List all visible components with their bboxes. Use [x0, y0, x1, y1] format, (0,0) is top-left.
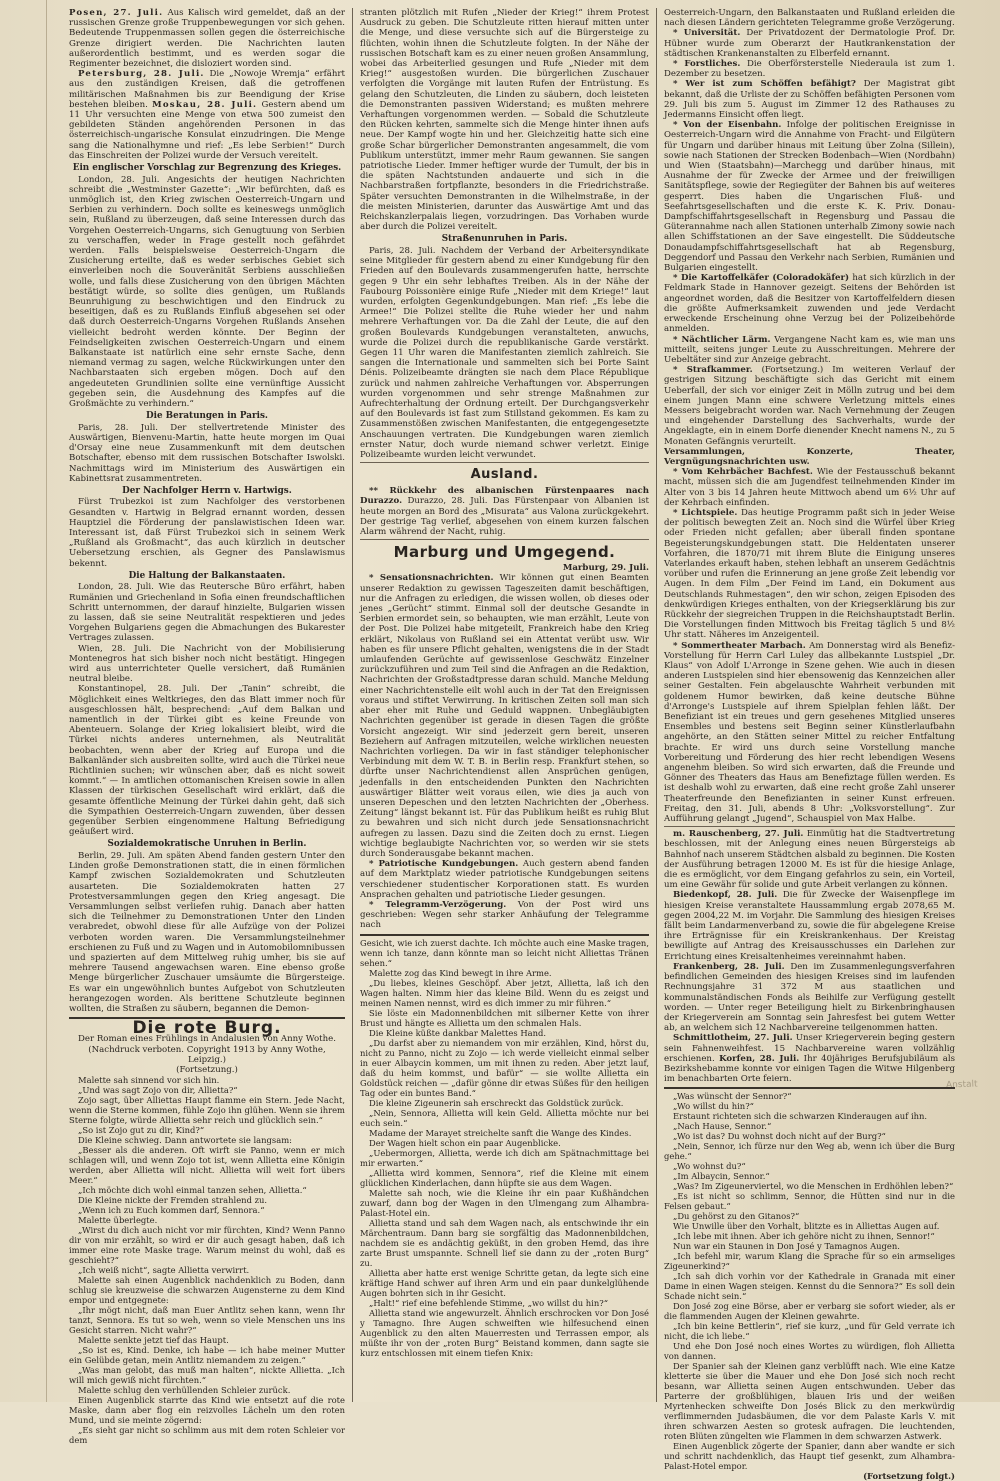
headline-lichtspiele: * Lichtspiele.	[673, 507, 738, 518]
feuilleton-paragraph: Erstaunt richteten sich die schwarzen Kinderaugen auf ihn.	[673, 1111, 928, 1122]
feuilleton-paragraph: „Ich lebe mit ihnen. Aber ich gehöre nicht zu ihnen, Sennor!“	[673, 1231, 935, 1242]
feuilleton-paragraph: „Besser als die anderen. Oft wirft sie Panno, wenn er mich schlagen will, und wenn Zojo tot ist, wenn Allietta eine Königin werden, aber Allietta will nicht. Allietta will weit fort übers Meer.“	[69, 1145, 345, 1186]
feuilleton-paragraph: Malette sah sinnend vor sich hin.	[78, 1075, 220, 1086]
feuilleton-paragraph: Einen Augenblick starrte das Kind wie entsetzt auf die rote Maske, dann aber flog ein reizvolles Lächeln um den roten Mund, und sie meinte zögernd:	[69, 1395, 345, 1426]
text-petersburg: Die „Nowoje Wremja“ erfährt aus den zuständigen Kreisen, daß die getroffenen militärischen Maßnahmen bis zur Beendigung der Krise bestehen bleiben.	[69, 69, 345, 110]
feuilleton-paragraph: Malette sah einen Augenblick nachdenklich zu Boden, dann schlug sie kreuzweise die schwarzen Augensterne zu dem Kind empor und entgegnete:	[69, 1275, 345, 1306]
feuilleton-paragraph: „Was wünscht der Sennor?“	[673, 1091, 792, 1102]
section-rule	[664, 826, 955, 827]
text-universitaet: Der Privatdozent der Dermatologie Prof. Dr. Hübner wurde zum Oberarzt der Hautkrankenstation der städtischen Krankenanstalten zu Elberfeld ernannt.	[664, 28, 955, 59]
dateline-moskau: Moskau, 28. Juli.	[152, 99, 258, 110]
headline-strafkammer: * Strafkammer.	[673, 365, 753, 376]
article-sensation	[360, 573, 649, 859]
article-laerm	[664, 335, 955, 366]
feuilleton-paragraph: Einen Augenblick zögerte der Spanier, dann aber wandte er sich und schritt nachdenklich, das Haupt tief gesenkt, zum Alhambra-Palast-Hotel empor.	[664, 1441, 955, 1472]
headline-telegramm: * Telegramm-Verzögerung.	[369, 899, 507, 910]
text-balkan-konstantinopel: Konstantinopel, 28. Juli. Der „Tanin“ schreibt, die Möglichkeit eines Weltkrieges, den das Blatt immer noch für ausgeschlossen hält, besprechend: „Auf dem Balkan und namentlich in der Türkei gibt es keine Freunde von Abenteuern. Solange der Krieg lokalisiert bleibt, wird die Türkei nichts anderes unternehmen, als Neutralität beobachten, wenn aber der Krieg auf Europa und die Balkanländer sich ausbreiten sollte, wird auch die Türkei neue Richtlinien suchen; wir wünschen aber, daß es nicht soweit kommt.“ — In amtlichen ottomanischen Kreisen sowie in allen Klassen der türkischen Gesellschaft wird erklärt, daß die gesamte öffentliche Meinung der Türkei dahin geht, daß sich die Sympathien Oesterreich-Ungarn zuwenden, über dessen gegenüber Serbien eingenommene Haltung Befriedigung geäußert wird.	[69, 684, 345, 838]
feuilleton-paragraph: „Wirst du dich auch nicht vor mir fürchten, Kind? Wenn Panno dir von mir erzählt, so wird er dir auch gesagt haben, daß ich immer eine rote Maske trage. Warum meinst du wohl, daß es geschieht?“	[69, 1225, 345, 1266]
article-frankenberg	[664, 962, 955, 1033]
feuilleton-paragraph: „Es sieht gar nicht so schlimm aus mit dem roten Schleier vor dem	[69, 1425, 345, 1446]
text-posen: Aus Kalisch wird gemeldet, daß an der russischen Grenze große Truppenbewegungen vor sich gehen. Bedeutende Truppenmassen sollen gegen die österreichische Grenze dirigiert werden. Die Nachrichten lauten außerordentlich bestimmt, und es werden sogar die Regimenter bezeichnet, die disloziert worden sind.	[69, 8, 345, 70]
headline-patriot: * Patriotische Kundgebungen.	[369, 859, 519, 870]
article-telegramm	[360, 900, 649, 931]
text-kartoffel: hat sich kürzlich in der Feldmark Stade in Hannover gezeigt. Seitens der Behörden ist angeordnet worden, daß die Besitzer von Kartoffelfeldern diesen die größte Aufmerksamkeit zuwenden und jede Verdacht erweckende Erscheinung ohne Verzug bei der Polizeibehörde anmelden.	[664, 273, 956, 335]
feuilleton-paragraph: „Wenn ich zu Euch kommen darf, Sennora.“	[78, 1205, 265, 1216]
feuilleton-paragraph: Der Spanier sah der Kleinen ganz verblüfft nach. Wie eine Katze kletterte sie über die Mauer und ehe Don José sich noch recht besann, war Allietta seinen Augen entschwunden. Ueber das Parterre der großblühigen, blauen Iris und der weißen Myrtenhecken schweifte Don Josés Blick zu den merkwürdig verflimmernden Judasbäumen, die vor dem Palaste Karls V. mit ihren schwarzen Aesten so grotesk aufragen. Die leuchtenden, roten Blüten züngelten wie Flammen in dem schwarzen Astwerk.	[664, 1361, 955, 1442]
feuilleton-paragraph: Die Kleine küßte dankbar Malettes Hand.	[369, 1027, 547, 1038]
dateline-marburg: Marburg, 29. Juli.	[562, 563, 649, 574]
feuilleton-paragraph: Sie löste ein Madonnenbildchen mit silberner Kette von ihrer Brust und hängte es Allietta um den schmalen Hals.	[360, 1007, 649, 1028]
column-2	[352, 8, 656, 1402]
column-layout	[62, 8, 986, 1481]
feuilleton-paragraph: „Du liebes, kleines Geschöpf. Aber jetzt, Allietta, laß ich den Wagen halten. Nimm hier das kleine Bild. Wenn du es zeigst und meinen Namen nennst, wird es dich immer zu mir führen.“	[360, 977, 649, 1008]
column-3	[656, 8, 962, 1481]
text-korfen: Ihr 40jähriges Berufsjubiläum als Bezirkshebamme konnte vor einigen Tagen die Witwe Hilgenberg im benachbarten Orte feiern.	[664, 1053, 956, 1085]
text-frankenberg: Den im Zusammenlegungsverfahren befindlichen Gemeinden des hiesigen Kreises sind im laufenden Rechnungsjahre 31 372 M aus staatlichen und kommunalständischen Fonds als Beihilfe zur Verfügung gestellt worden. — Unter reger Beteiligung hielt zu Birkenbringhausen der Kriegerverein am Sonntag sein Jahresfest bei gutem Wetter ab, an welchem sich 12 Nachbarvereine teilgenommen hatten.	[664, 961, 955, 1034]
feuilleton-paragraph: „Ich sah dich vorhin vor der Kathedrale in Granada mit einer Dame in einen Wagen steigen. Kennst du die Sennora?“ Es soll dein Schade nicht sein.“	[664, 1271, 955, 1302]
feuilleton-paragraph: „Halt!“ rief eine befehlende Stimme, „wo willst du hin?“	[369, 1297, 609, 1308]
headline-paris-beratungen: Die Beratungen in Paris.	[146, 411, 268, 422]
feuilleton-paragraph: Zojo sagt, über Alliettas Haupt flamme ein Stern. Jede Nacht, wenn die Sterne kommen, fühle Zojo ihn glühen. Wenn sie ihrem Sterne folgte, würde Allietta sehr reich und glücklich sein.“	[69, 1095, 345, 1126]
headline-laerm: * Nächtlicher Lärm.	[673, 334, 771, 345]
article-patriot	[360, 859, 649, 900]
dateline-posen: Posen, 27. Juli.	[69, 8, 164, 18]
feuilleton-paragraph: „Du darfst aber zu niemandem von mir erzählen, Kind, hörst du, nicht zu Panno, nicht zu Zojo — ich werde vielleicht einmal selber in euer Albaycin kommen, um mit ihnen zu reden. Aber jetzt lauf, daß du heim kommst, und bafür“ — sie wollte Allietta ein Goldstück reichen — „dafür gönne dir etwas Süßes für den heiligen Tag oder ein buntes Band.“	[360, 1037, 649, 1098]
text-kehrbach: Wie der Festausschuß bekannt macht, müssen sich die am Jugendfest teilnehmenden Kinder im Alter von 3 bis 14 Jahren heute Mittwoch abend um 6½ Uhr auf der Kehrbach einfinden.	[664, 467, 956, 508]
article-rauschenberg	[664, 829, 955, 890]
article-kehrbach	[664, 467, 955, 508]
article-lichtspiele	[664, 508, 955, 641]
article-schmittlotheim	[664, 1033, 955, 1084]
feuilleton-paragraph: Gesicht, wie ich zuerst dachte. Ich möchte auch eine Maske tragen, wenn ich tanze, dann könnte man so leicht nicht Alliettas Tränen sehen.“	[360, 937, 649, 968]
article-schoeffen	[664, 79, 955, 120]
text-sommertheater: Am Donnerstag wird als Benefiz-Vorstellung für Herrn Carl Luley das allbekannte Lustspiel „Dr. Klaus“ von Adolf L'Arronge in Szene gehen. Wie auch in diesen anderen Lustspielen sind hier ebensowenig das Kennzeichen aller seiner Gestalten. Fein abgelauschte Wahrheit verbunden mit goldenem Humor bewirken, daß keine deutsche Bühne d'Arronge's Lustspiele auf ihrem Spielplan fehlen läßt. Der Benefiziant ist ein treues und gern gesehenes Mitglied unseres Ensembles und bestens seit Beginn seiner Künstlerlaufbahn angehörte, an den Stätten seiner Mittel zu reicher Entfaltung brachte. Er wird uns durch seine Vorstellung manche Vorbereitung und Förderung des hier recht lebendigen Wesens angenehm bleiben. So wird sich erwarten, daß die Freunde und Gönner des Theaters das Haus am Benefiztage füllen werden. Es ist deshalb wohl zu erwarten, daß eine recht große Zahl unserer Theaterfreunde den Benefizianten in seiner Kunst erfreuen. Freitag, den 31. Juli, abends 8 Uhr: „Volksvorstellung“. Zur Aufführung gelangt „Jugend“, Schauspiel von Max Halbe.	[664, 640, 955, 825]
feuilleton-paragraph: Madame der Marayet streichelte sanft die Wange des Kindes.	[369, 1127, 632, 1138]
headline-hartwig: Der Nachfolger Herrn v. Hartwigs.	[122, 485, 292, 496]
feuilleton-paragraph: „So ist es, Kind. Denke, ich habe — ich habe meiner Mutter ein Gelübde getan, mein Antlitz niemandem zu zeigen.“	[69, 1345, 345, 1366]
text-balkan-london: London, 28. Juli. Wie das Reutersche Büro erfährt, haben Rumänien und Griechenland in Sofia einen freundschaftlichen Schritt unternommen, der darauf hinzielte, Bulgarien wissen zu lassen, daß sie seine Neutralität respektieren und jedes Vorgehen Bulgariens gegen die Abmachungen des Bukarester Vertrages zulassen.	[69, 582, 345, 644]
text-sensation: Wir können gut einen Beamten unserer Redaktion zu gewissen Tageszeiten damit beschäftigen, nur die Anfragen zu erledigen, die wissen wollen, ob dieses oder jenes „Gerücht“ stimmt. Einmal soll der deutsche Gesandte in Serbien ermordet sein, so behaupten, wie man erzählt, Leute von der Post. Die Polizei habe mitgeteilt, Frankreich habe den Krieg erklärt, Nikolaus von Rußland sei ein Attentat verübt usw. Wir haben es für unsere Pflicht gehalten, wenigstens die in der Stadt umlaufenden Gerüchte auf gewissenlose Geschwätz Einzelner zurückzuführen und zum Teil sind die Anfragen an die Redaktion, Nachrichten der Großstadtpresse daran schuld. Manche Meldung einer Nachrichtenstelle eilt wohl auch in der Tat den Ereignissen voraus und stiftet Verwirrung. In kritischen Zeiten soll man sich aber eher mit Ruhe und Geduld wappnen. Unbegläubigten Nachrichten gegenüber ist gerade in diesen Tagen die größte Vorsicht angezeigt. Wir sind jederzeit gern bereit, unseren Beziehern auf Anfragen mitzuteilen, welche wirklichen neuesten Nachrichten vorliegen. Da wir in fast ständiger telephonischer Verbindung mit dem W. T. B. in Berlin resp. Frankfurt stehen, so dürfte unser Nachrichtendienst allen Ansprüchen genügen, jedenfalls in den entscheidenden Punkten den Nachrichten auswärtiger Blätter weit voraus eilen, wie dies ja auch von unseren Depeschen und den letzten Nachrichten der „Oberhess. Zeitung“ längst bekannt ist. Für das Publikum heißt es ruhig Blut zu bewahren und sich nicht durch jede Sensationsnachricht aufregen zu lassen. Dazu sind die Zeiten doch zu ernst. Liegen wichtige beglaubigte Nachrichten vor, so werden wir sie stets durch Sonderausgabe bekannt machen.	[360, 573, 650, 859]
column-1	[62, 8, 352, 1446]
article-eisenbahn	[664, 120, 955, 273]
feuilleton-paragraph: „Ihr mögt nicht, daß man Euer Antlitz sehen kann, wenn Ihr tanzt, Sennora. Es tut so weh, wenn so viele Menschen uns ins Gesicht starren. Nicht wahr?“	[69, 1305, 345, 1336]
text-laerm: Vergangene Nacht kam es, wie man uns mitteilt, seitens junger Leute zu Ausschreitungen. Mehrere der Uebeltäter sind zur Anzeige gebracht.	[664, 334, 955, 365]
feuilleton-divider	[360, 934, 649, 936]
headline-unruhen-berlin: Sozialdemokratische Unruhen in Berlin.	[107, 839, 307, 850]
feuilleton-paragraph: Malette sah noch, wie die Kleine ihr ein paar Kußhändchen zuwarf, dann bog der Wagen in den Ulmengang zum Alhambra-Palast-Hotel ein.	[360, 1187, 649, 1218]
archive-stamp: Anstalt	[946, 1079, 979, 1091]
headline-universitaet: * Universität.	[673, 28, 741, 39]
page-fold-line	[46, 0, 47, 1402]
feuilleton-paragraph: Die Kleine nickte der Fremden strahlend zu.	[78, 1195, 268, 1206]
headline-sensation: * Sensationsnachrichten.	[369, 573, 494, 584]
text-biedenkopf: Die für Zwecke der Waisenpflege im hiesigen Kreise veranstaltete Haussammlung ergab 2078,65 M. gegen 2004,22 M. im Vorjahr. Die Sammlung des hiesigen Kreises fällt beim Landarmenverband zu, sowie die für abgelegene Kreise ihre Erträgnisse für ein Kreiskrankenhaus. Der Kreistag bewilligte auf Antrag des Kreisausschusses ein Darlehen zur Errichtung eines Kreisaltenheimes vereinnahmt haben.	[664, 890, 955, 962]
headline-kehrbach: * Vom Kehrbächer Bachfest.	[673, 467, 813, 478]
feuilleton-paragraph: „Ich bin keine Bettlerin“, rief sie kurz, „und für Geld verrate ich nicht, die ich liebe.“	[664, 1321, 955, 1342]
feuilleton-paragraph: Der Wagen hielt schon ein paar Augenblicke.	[369, 1137, 561, 1148]
article-sommertheater	[664, 641, 955, 825]
text-forst: Die Oberförsterstelle Niederaula ist zum 1. Dezember zu besetzen.	[664, 59, 956, 80]
feuilleton-paragraph: Nun war ein Staunen in Don José y Tamagnos Augen.	[673, 1241, 900, 1252]
feuilleton-paragraph: Malette senkte jetzt tief das Haupt.	[78, 1335, 229, 1346]
dateline-korfen: Korfen, 28. Juli.	[719, 1053, 800, 1064]
article-forst	[664, 59, 955, 79]
text-patriot: Auch gestern abend fanden auf dem Marktplatz wieder patriotische Kundgebungen seitens verschiedener studentischer Korporationen statt. Es wurden Ansprachen gehalten und patriotische Lieder gesungen.	[360, 859, 649, 900]
text-telegramm-cont: Oesterreich-Ungarn, den Balkanstaaten und Rußland erleiden die nach diesen Ländern gerichteten Telegramme große Verzögerung.	[664, 8, 955, 29]
text-englisch: London, 28. Juli. Angesichts der heutigen Nachrichten schreibt die „Westminster Gazette“: „Wir befürchten, daß es unmöglich ist, den Krieg zwischen Oesterreich-Ungarn und Serbien zu verhindern. Doch sollte es keineswegs unmöglich sein, Rußland zu überzeugen, daß seine Interessen durch das Vorgehen Oesterreich-Ungarns, sich Genugtuung von Serbien zu verschaffen, weder in Frage gestellt noch gefährdet werden. Falls beispielsweise Oesterreich-Ungarn die Zusicherung erteilte, daß es weder serbisches Gebiet sich einverleiben noch die Souveränität Serbiens ausschließen wolle, und falls diese Zusicherung von den übrigen Mächten bestätigt würde, so sollte dies genügen, um Rußlands Beunruhigung zu beschwichtigen und den Eindruck zu beseitigen, daß es zu Rußlands Einfluß abgesehen sei oder daß durch Oesterreich-Ungarns Vorgehen Rußlands Ansehen vielleicht bedroht werden könnte. Der Beginn der Feindseligkeiten zwischen Oesterreich-Ungarn und einem Balkanstaate ist natürlich eine sehr ernste Sache, denn niemand vermag zu sagen, welche Rückwirkungen unter den Nachbarstaaten sich ergeben mögen. Doch auf den angedeuteten Grundlinien sollte eine vernünftige Aussicht gegeben sein, die Ausdehnung des Kampfes auf die Großmächte zu verhindern.“	[69, 174, 345, 410]
feuilleton-to-be-continued: (Fortsetzung folgt.)	[863, 1471, 955, 1481]
text-eisenbahn: Infolge der politischen Ereignisse in Oesterreich-Ungarn wird die Annahme von Fracht- und Eilgütern für Ungarn und darüber hinaus mit Leitung über Zolna (Sillein), sowie nach Stationen der Strecken Bodenbach—Wien (Nordbahn) und Wien (Staatsbahn)—Marchegg und darüber hinaus, mit Ausnahme der für Zwecke der Armee und der freiwilligen Sanitätspflege, sowie der Regiegüter der Bahnen bis auf weiteres gesperrt. Dies haben die Ungarischen Fluß- und Seefahrtsgesellschaften und die erste K. K. Priv. Donau-Dampfschiffahrtsgesellschaft in Regensburg und Passau die Güterannahme nach allen Stationen unterhalb Zimony sowie nach allen Schiffstationen an der Save eingestellt. Die Süddeutsche Donaudampfschiffahrtsgesellschaft hat ab Regensburg, Deggendorf und Passau den Verkehr nach Serbien, Rumänien und Bulgarien eingestellt.	[664, 120, 956, 274]
headline-balkan: Die Haltung der Balkanstaaten.	[128, 570, 286, 581]
headline-englisch: Ein englischer Vorschlag zur Begrenzung des Krieges.	[72, 163, 342, 174]
dateline-schmittlotheim: Schmittlotheim, 27. Juli.	[673, 1033, 793, 1044]
feuilleton-paragraph: „Ich weiß nicht“, sagte Allietta verwirrt.	[78, 1265, 250, 1276]
headline-versammlungen: Versammlungen, Konzerte, Theater, Vergnügungsnachrichten usw.	[664, 446, 955, 467]
feuilleton-paragraph: Wie Unwille über den Vorhalt, blitzte es in Alliettas Augen auf.	[673, 1221, 940, 1232]
feuilleton-paragraph: „Wo willst du hin?“	[673, 1101, 754, 1112]
feuilleton-paragraph: Die kleine Zigeunerin sah erschreckt das Goldstück zurück.	[369, 1097, 624, 1108]
feuilleton-paragraph: „Und was sagt Zojo von dir, Allietta?“	[78, 1085, 238, 1096]
feuilleton-copyright: (Nachdruck verboten. Copyright 1913 by Anny Wothe, Leipzig.)	[88, 1044, 326, 1065]
feuilleton-paragraph: Und ehe Don José noch eines Wortes zu würdigen, floh Allietta von dannen.	[664, 1341, 955, 1362]
feuilleton-paragraph: „Nein, Sennora, Allietta will kein Geld. Allietta möchte nur bei euch sein.“	[360, 1107, 649, 1128]
feuilleton-paragraph: „Nach Hause, Sennor.“	[673, 1121, 772, 1132]
text-unruhen-berlin-cont: stranten plötzlich mit Rufen „Nieder der Krieg!“ ihrem Protest Ausdruck zu geben. Die Schutzleute ritten hierauf mitten unter die Menge, und diese versuchte sich auf die Bürgersteige zu flüchten, wohin ihnen die Schutzleute folgten. In der Nähe der russischen Botschaft kam es zu einer neuen großen Ansammlung, wobei das Arbeiterlied gesungen und Rufe „Nieder mit dem Krieg!“ ausgestoßen wurden. Die bürgerlichen Zuschauer verfolgten die Vorgänge mit lauten Rufen der Entrüstung. Es gelang den Schutzleuten, die Linden zu säubern, doch leisteten die Demonstranten passiven Widerstand; es mußten mehrere Verhaftungen vorgenommen werden. — Sobald die Schutzleute den Rücken kehrten, sammelte sich die Menge hinter ihnen aufs neue. Der Kampf wogte hin und her. Gleichzeitig hatte sich eine große Schar bürgerlicher Demonstranten angesammelt, die vom Publikum unterstützt, immer mehr Raum gewannen. Sie sangen patriotische Lieder. Immer heftiger wurde der Tumult, der bis in die späten Nachtstunden andauerte und sich in die Nachbarstraßen fortpflanzte, besonders in die Friedrichstraße. Später versuchten Demonstranten in die Wilhelmstraße, in der die meisten Ministerien, darunter das Auswärtige Amt und das Reichskanzlerpalais liegen, vorzudringen. Das Vorhaben wurde aber durch die Polizei vereitelt.	[360, 8, 649, 233]
feuilleton-continuation: (Fortsetzung.)	[176, 1065, 238, 1075]
feuilleton-paragraph: Allietta stand und sah dem Wagen nach, als entschwinde ihr ein Märchentraum. Dann barg sie sorgfältig das Madonnenbildchen, nachdem sie es andächtig geküßt, in den groben Hemd, das ihre zarte Brust umspannte. Schnell lief sie dann zu der „roten Burg“ zu.	[360, 1217, 649, 1268]
feuilleton-paragraph: Malette schlug den verhüllenden Schleier zurück.	[78, 1385, 291, 1396]
article-posen	[69, 8, 345, 69]
dateline-biedenkopf: Biedenkopf, 28. Juli.	[673, 890, 778, 901]
feuilleton-subtitle: Der Roman eines Frühlings in Andalusien von Anny Wothe.	[78, 1034, 336, 1045]
section-rule	[360, 539, 649, 540]
feuilleton-divider	[664, 1087, 955, 1089]
feuilleton-part-2	[360, 938, 649, 1358]
article-petersburg	[69, 69, 345, 161]
feuilleton-paragraph: „Allietta wird kommen, Sennora“, rief die Kleine mit einem glücklichen Kinderlachen, dann hüpfte sie aus dem Wagen.	[360, 1167, 649, 1188]
text-lichtspiele: Das heutige Programm paßt sich in jeder Weise der politisch bewegten Zeit an. Noch sind die Würfel über Krieg oder Frieden nicht gefallen; aber überall finden spontane Begeisterungskundgebungen statt. Die Heldentaten unserer Vorfahren, die 1870/71 mit ihrem Blute die Einigung unseres Vaterlandes erkauft haben, stehen lebhaft an unserem Gedächtnis vorüber und rufen die Erinnerung an jene große Zeit lebendig vor Augen. In dem Film „Der Feind im Land, ein Dokument aus Deutschlands Ruhmestagen“, den wir schon, zeigen Episoden des denkwürdigen Krieges enthalten, von der Kriegserklärung bis zur Rückkehr der siegreichen Truppen in die Reichshauptstadt Berlin. Die Vorstellungen finden Mittwoch bis Freitag täglich 5 und 8½ Uhr statt. Näheres im Anzeigenteil.	[664, 507, 956, 641]
feuilleton-paragraph: „Wo wohnst du?“	[673, 1161, 746, 1172]
feuilleton-paragraph: Allietta stand wie angewurzelt. Ähnlich erschrocken vor Don José y Tamagno. Ihre Augen schweiften wie hilfesuchend einen Augenblick zu den alten Mauerresten und Terrassen empor, als müßte ihr von der „roten Burg“ Beistand kommen, dann sagte sie kurz entschlossen mit einem tiefen Knix:	[360, 1307, 649, 1358]
dateline-frankenberg: Frankenberg, 28. Juli.	[673, 961, 785, 972]
feuilleton-paragraph: „Was man gelobt, das muß man halten“, nickte Allietta. „Ich will mich gewiß nicht fürchten.“	[69, 1365, 345, 1386]
headline-eisenbahn: * Von der Eisenbahn.	[673, 120, 782, 131]
feuilleton-part-1	[69, 1075, 345, 1445]
text-unruhen-berlin: Berlin, 29. Juli. Am späten Abend fanden gestern Unter den Linden große Demonstrationen statt, die in einen förmlichen Kampf zwischen Sozialdemokraten und Schutzleuten ausarteten. Die Sozialdemokraten hatten 27 Protestversammlungen gegen den Krieg angesagt. Die Versammlungen selbst verliefen ruhig. Danach aber hatten sich die Teilnehmer zu Demonstrationen Unter den Linden verabredet, obwohl diese für alle Aufzüge von der Polizei verboten worden waren. Die Versammlungsteilnehmer erschienen zu Fuß und zu Wagen und in Automobilomnibussen und spazierten auf dem Mittelweg ruhig umher, bis sie auf mehrere Tausend angewachsen waren. Eine ebenso große Menge bürgerlicher Zuschauer umsäumte die Bürgersteige. Es war ein ungewöhnlich buntes Aufgebot von Schutzleuten herangezogen worden. Als berittene Schutzleute beginnen wollten, die Straßen zu säubern, begannen die Demon-	[69, 850, 345, 1014]
feuilleton-paragraph: „Du gehörst zu den Gitanos?“	[673, 1211, 800, 1222]
feuilleton-part-3	[664, 1091, 955, 1481]
section-rule	[360, 462, 649, 463]
text-schmittlotheim: Unser Kriegerverein beging gestern sein Fahnenweihfest. 15 Nachbarvereine waren vollzählig erschienen.	[664, 1033, 955, 1064]
feuilleton-paragraph: Die Kleine schwieg. Dann antwortete sie langsam:	[78, 1135, 292, 1146]
feuilleton-paragraph: Malette zog das Kind bewegt in ihre Arme.	[369, 967, 552, 978]
feuilleton-paragraph: „Wo ist das? Du wohnst doch nicht auf der Burg?“	[673, 1131, 886, 1142]
feuilleton-paragraph: „Uebermorgen, Allietta, werde ich dich am Spätnachmittage bei mir erwarten.“	[360, 1147, 649, 1168]
text-schoeffen: Der Magistrat gibt bekannt, daß die Urliste der zu Schöffen befähigten Personen vom 29. Juli bis zum 5. August im Zimmer 12 des Rathauses zu Jedermanns Einsicht offen liegt.	[664, 79, 955, 121]
article-albanien	[360, 486, 649, 537]
text-paris-strassen: Paris, 28. Juli. Nachdem der Verband der Arbeitersyndikate seine Mitglieder für gestern abend zu einer Kundgebung für den Frieden auf den Boulevards zusammengerufen hatte, herrschte gegen 9 Uhr ein sehr lebhaftes Treiben. Als in der Nähe der Faubourg Poissonière einige Rufe „Nieder mit dem Kriege!“ laut wurden, erfolgten Gegenkundgebungen. Man rief: „Es lebe die Armee!“ Die Polizei stellte die Ruhe wieder her und nahm mehrere Verhaftungen vor. Da die Zahl der Leute, die auf den großen Boulevards Kundgebungen veranstalteten, anwuchs, wurde die Polizei durch die republikanische Garde verstärkt. Gegen 11 Uhr waren die Manifestanten ziemlich zahlreich. Sie sangen die Internationale und sammelten sich bei Porte Saint Dénis. Polizeibeamte drängten sie nach dem Place République zurück und nahmen zahlreiche Verhaftungen vor. Absperrungen wurden vorgenommen und sehr strenge Maßnahmen zur Aufrechterhaltung der Ordnung erteilt. Der Durchgangsverkehr auf den Boulevards ist fast zum Stillstand gekommen. Es kam zu Zusammenstößen zwischen Manifestanten, die entgegengesetzte Anschauungen vertraten. Die Kundgebungen waren ziemlich ernster Natur, doch wurde niemand schwer verletzt. Einige Polizeibeamte wurden leicht verwundet.	[360, 245, 649, 461]
feuilleton-paragraph: „Ich befehl mir, warum Klang die Sprache für so ein armseliges Zigeunerkind?“	[664, 1251, 955, 1272]
feuilleton-paragraph: Malette überlegte.	[78, 1215, 158, 1226]
article-strafkammer	[664, 365, 955, 447]
dateline-rauschenberg: m. Rauschenberg, 27. Juli.	[673, 829, 804, 840]
feuilleton-paragraph: „Ich möchte dich wohl einmal tanzen sehen, Allietta.“	[78, 1185, 307, 1196]
feuilleton-paragraph: „Es ist nicht so schlimm, Sennor, die Hütten sind nur in die Felsen gebaut.“	[664, 1191, 955, 1212]
feuilleton-paragraph: Don José zog eine Börse, aber er verbarg sie sofort wieder, als er die flammenden Augen der Kleinen gewahrte.	[664, 1301, 955, 1322]
section-marburg: Marburg und Umgegend.	[393, 543, 616, 562]
headline-albanien: ** Rückkehr des albanischen Fürstenpaares nach Durazzo.	[360, 486, 649, 507]
text-albanien: Durazzo, 28. Juli. Das Fürstenpaar von Albanien ist heute morgen an Bord des „Misurata“ aus Valona zurückgekehrt. Der gestrige Tag verlief, abgesehen von einem kurzen falschen Alarm während der Nacht, ruhig.	[360, 496, 649, 538]
feuilleton-paragraph: „Im Albaycin, Sennor.“	[673, 1171, 770, 1182]
headline-sommertheater: * Sommertheater Marbach.	[673, 640, 806, 651]
text-hartwig: Fürst Trubezkoi ist zum Nachfolger des verstorbenen Gesandten v. Hartwig in Belgrad ernannt worden, dessen Hauptziel die Förderung der panslawistischen Ideen war. Interessant ist, daß Fürst Trubezkoi sich in seinem Werk „Rußland als Großmacht“, das auch kürzlich in deutscher Uebersetzung erschien, als Gegner des Panslawismus bekennt.	[69, 497, 345, 569]
text-paris-beratungen: Paris, 28. Juli. Der stellvertretende Minister des Auswärtigen, Bienvenu-Martin, hatte heute morgen im Quai d'Orsay eine neue Zusammenkunft mit dem deutschen Botschafter, ebenso mit dem russischen Botschafter Iswolski. Nachmittags wird im Ministerium des Auswärtigen ein Kabinettsrat zusammentreten.	[69, 422, 345, 484]
feuilleton-paragraph: „Nein, Sennor, ich fürze nur den Weg ab, wenn ich über die Burg gehe.“	[664, 1141, 955, 1162]
article-universitaet	[664, 28, 955, 59]
section-ausland: Ausland.	[470, 467, 539, 483]
text-balkan-wien: Wien, 28. Juli. Die Nachricht von der Mobilisierung Montenegros hat sich bisher noch nicht bestätigt. Hingegen wird aus unterrichteter Quelle versichert, daß Rumänien neutral bleibe.	[69, 643, 345, 685]
feuilleton-paragraph: „So ist Zojo gut zu dir, Kind?“	[78, 1125, 205, 1136]
headline-paris-strassen: Straßenunruhen in Paris.	[441, 234, 568, 245]
feuilleton-title: Die rote Burg.	[132, 1018, 282, 1039]
article-biedenkopf	[664, 890, 955, 961]
article-kartoffel	[664, 273, 955, 334]
text-rauschenberg: Einmütig hat die Stadtvertretung beschlossen, mit der Anlegung eines neuen Bürgersteigs ab Bahnhof nach unserem Städtchen alsbald zu beginnen. Die Kosten der Ausführung betragen 12000 M. Es ist für die hiesige Anlage, die es ermöglicht, vor dem Eingang gefahrlos zu sein, ein Vorteil, um eine Gewähr für solide und gute Arbeit verlangen zu können.	[664, 829, 955, 891]
headline-forst: * Forstliches.	[673, 59, 741, 70]
feuilleton-paragraph: Allietta aber hatte erst wenige Schritte getan, da legte sich eine kräftige Hand schwer auf ihren Arm und ein paar dunkelglühende Augen bohrten sich in ihr Gesicht.	[360, 1267, 649, 1298]
text-strafkammer: (Fortsetzung.) Im weiteren Verlauf der gestrigen Sitzung beschäftigte sich das Gericht mit einem Ueberfall, der sich vor einiger Zeit in Mölln zutrug und bei dem einem jungen Mann eine schwere Verletzung mittels eines Messers beigebracht worden war. Nach Vernehmung der Zeugen und eingehender Darstellung des Sachverhalts, wurde der Angeklagte, ein in einem Dorfe dienender Knecht namens N., zu 5 Monaten Gefängnis verurteilt.	[664, 365, 955, 447]
feuilleton-paragraph: „Was? Im Zigeunerviertel, wo die Menschen in Erdhöhlen leben?“	[673, 1181, 954, 1192]
headline-schoeffen: * Wer ist zum Schöffen befähigt?	[673, 79, 856, 90]
text-moskau: Gestern abend um 11 Uhr versuchten eine Menge von etwa 500 zumeist den gebildeten Ständen angehörenden Personen in das österreichisch-ungarische Konsulat einzudringen. Die Menge sang die Nationalhymne und rief: „Es lebe Serbien!“ Durch das Einschreiten der Polizei wurde der Versuch vereitelt.	[69, 99, 345, 161]
dateline-petersburg: Petersburg, 28. Juli.	[78, 69, 205, 80]
text-telegramm: Von der Post wird uns geschrieben: Wegen sehr starker Anhäufung der Telegramme nach	[360, 899, 649, 931]
headline-kartoffel: * Die Kartoffelkäfer (Coloradokäfer)	[673, 273, 850, 284]
